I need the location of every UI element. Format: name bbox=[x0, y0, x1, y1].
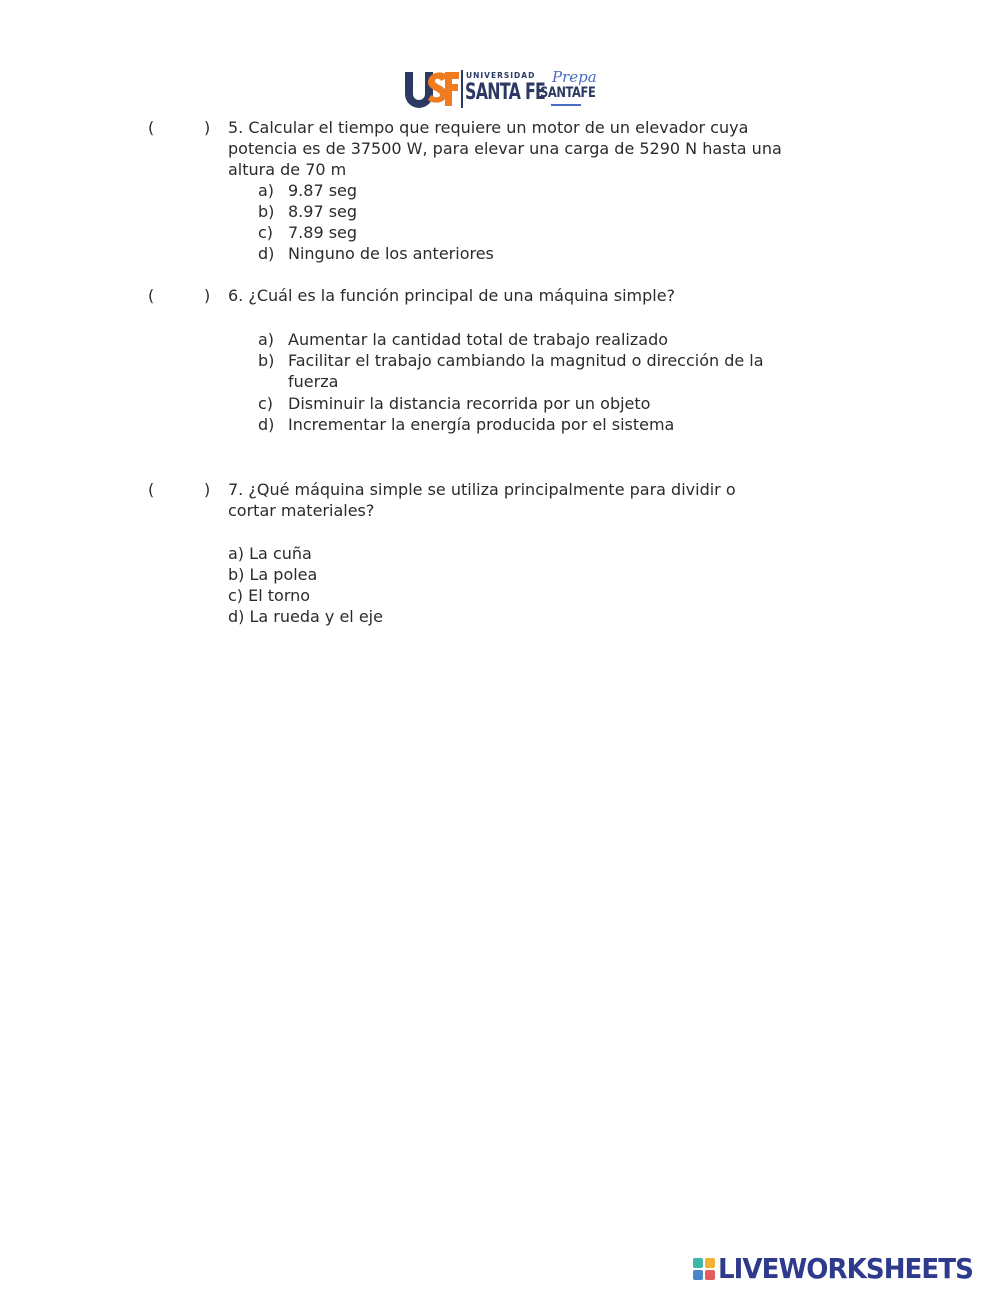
option-text: Facilitar el trabajo cambiando la magnitud o dirección de la bbox=[288, 351, 764, 370]
answer-paren-open: ( bbox=[148, 480, 155, 499]
option-text: b) La polea bbox=[228, 565, 318, 584]
answer-paren-close: ) bbox=[204, 118, 211, 137]
question-text-line: 6. ¿Cuál es la función principal de una máquina simple? bbox=[228, 286, 676, 305]
liveworksheets-brand bbox=[690, 1252, 990, 1284]
prepa-logo-name: SANTAFE bbox=[540, 85, 596, 101]
option-text: Disminuir la distancia recorrida por un objeto bbox=[288, 394, 651, 413]
option-text: a) La cuña bbox=[228, 544, 312, 563]
usf-logo-name: SANTA FE bbox=[465, 80, 546, 105]
option-text: Incrementar la energía producida por el sistema bbox=[288, 415, 675, 434]
logo-divider bbox=[461, 70, 463, 108]
liveworksheets-wordmark: LIVEWORKSHEETS bbox=[718, 1252, 973, 1285]
question-text-line: altura de 70 m bbox=[228, 160, 347, 179]
usf-logo-small-text: UNIVERSIDAD bbox=[466, 71, 536, 80]
question-text-line: 5. Calcular el tiempo que requiere un motor de un elevador cuya bbox=[228, 118, 749, 137]
option-letter: d) bbox=[258, 244, 275, 263]
option-text: 8.97 seg bbox=[288, 202, 358, 221]
question-text-line: 7. ¿Qué máquina simple se utiliza principalmente para dividir o bbox=[228, 480, 736, 499]
option-letter: c) bbox=[258, 223, 274, 242]
prepa-logo-script: Prepa bbox=[552, 68, 597, 86]
prepa-logo-underline bbox=[551, 104, 581, 106]
liveworksheets-logo-icon bbox=[693, 1258, 715, 1280]
option-text: 9.87 seg bbox=[288, 181, 358, 200]
option-letter: a) bbox=[258, 181, 275, 200]
answer-paren-open: ( bbox=[148, 286, 155, 305]
option-letter: b) bbox=[258, 202, 275, 221]
option-text: 7.89 seg bbox=[288, 223, 358, 242]
question-text-line: potencia es de 37500 W, para elevar una carga de 5290 N hasta una bbox=[228, 139, 782, 158]
option-text: Ninguno de los anteriores bbox=[288, 244, 494, 263]
option-letter: b) bbox=[258, 351, 275, 370]
option-text: Aumentar la cantidad total de trabajo realizado bbox=[288, 330, 669, 349]
option-text: d) La rueda y el eje bbox=[228, 607, 383, 626]
usf-logo-icon bbox=[403, 70, 459, 108]
option-text: fuerza bbox=[288, 372, 339, 391]
option-letter: d) bbox=[258, 415, 275, 434]
question-text-line: cortar materiales? bbox=[228, 501, 375, 520]
header-logos bbox=[403, 68, 595, 112]
option-letter: a) bbox=[258, 330, 275, 349]
answer-paren-close: ) bbox=[204, 286, 211, 305]
answer-paren-close: ) bbox=[204, 480, 211, 499]
answer-paren-open: ( bbox=[148, 118, 155, 137]
option-text: c) El torno bbox=[228, 586, 311, 605]
option-letter: c) bbox=[258, 394, 274, 413]
